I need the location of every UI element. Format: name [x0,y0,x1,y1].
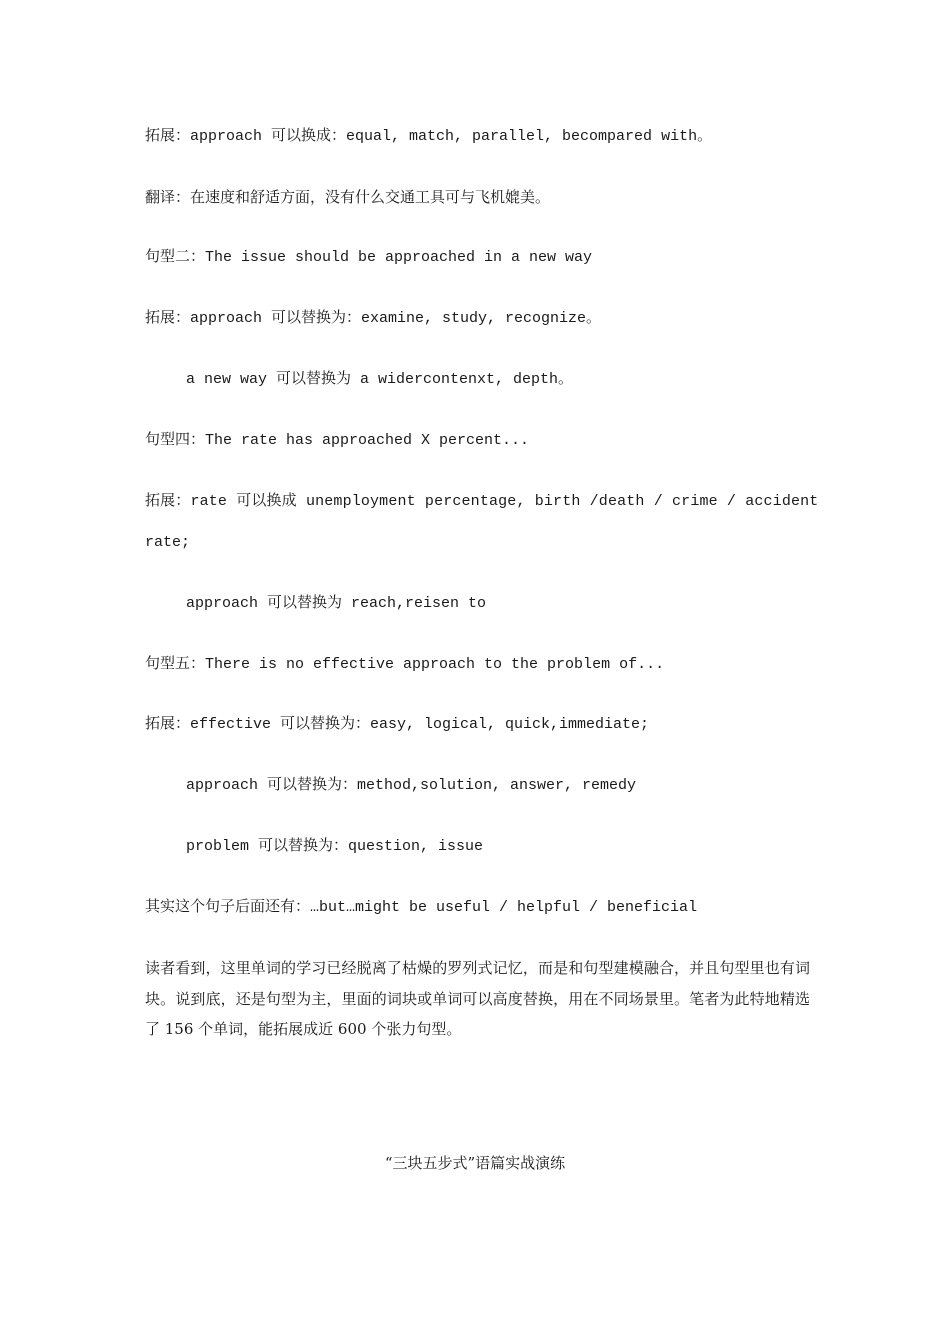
text-line-sentence-followup: 其实这个句子后面还有：…but…might be useful / helpful / beneficial [145,899,698,916]
text-line-translation: 翻译：在速度和舒适方面，没有什么交通工具可与飞机媲美。 [145,188,551,206]
text-line-approach-method: approach 可以替换为：method,solution, answer, remedy [186,777,637,794]
text-line-expand-approach-examine: 拓展：approach 可以替换为：examine, study, recognize。 [145,310,602,327]
summary-paragraph: 读者看到，这里单词的学习已经脱离了枯燥的罗列式记忆，而是和句型建模融合，并且句型里也有词块。说到底，还是句型为主，里面的词块或单词可以高度替换，用在不同场景里。笔者为此特地精选了 156 个单词，能拓展成近 600 个张力句型。 [145,959,810,1038]
text-line-approach-reach: approach 可以替换为 reach,reisen to [186,595,487,612]
text-line-expand-rate: 拓展：rate 可以换成 unemployment percentage, birth /death / crime / accident [145,493,819,510]
text-line-new-way-replace: a new way 可以替换为 a widercontenxt, depth。 [186,371,574,388]
text-line-pattern-five: 句型五：There is no effective approach to the problem of... [145,656,665,673]
section-title: “三块五步式”语篇实战演练 [384,1154,566,1172]
text-line-expand-effective: 拓展：effective 可以替换为：easy, logical, quick,immediate; [145,716,650,733]
text-line-expand-approach-equal: 拓展：approach 可以换成：equal, match, parallel, becompared with。 [145,128,713,145]
text-line-pattern-four: 句型四：The rate has approached X percent... [145,432,530,449]
text-line-pattern-two: 句型二：The issue should be approached in a new way [145,249,593,266]
text-line-problem-question: problem 可以替换为：question, issue [186,838,484,855]
text-line-rate-continued: rate; [145,534,191,551]
